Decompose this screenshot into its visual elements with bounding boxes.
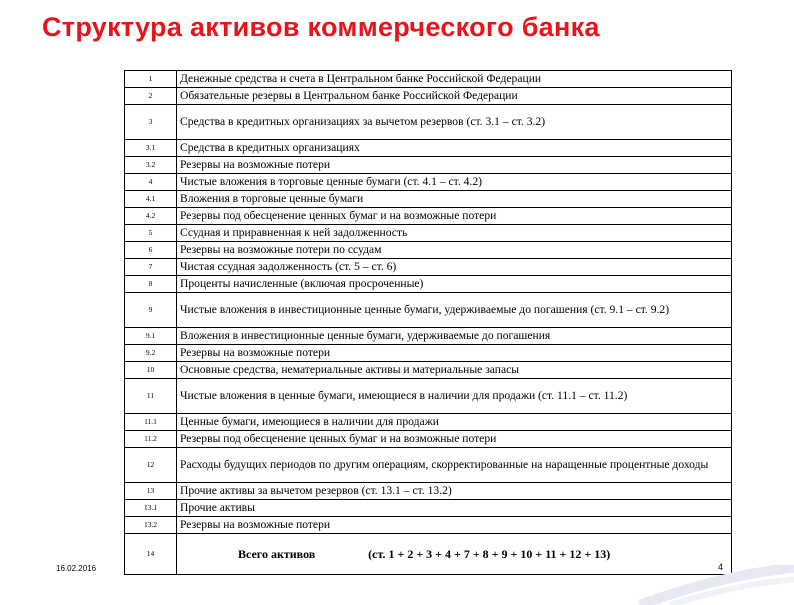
row-description: Чистая ссудная задолженность (ст. 5 – ст. 6) bbox=[177, 259, 732, 276]
row-description: Прочие активы за вычетом резервов (ст. 13.1 – ст. 13.2) bbox=[177, 483, 732, 500]
table-row bbox=[125, 379, 732, 414]
row-description: Резервы на возможные потери по ссудам bbox=[177, 242, 732, 259]
table-row bbox=[125, 174, 732, 191]
table-row bbox=[125, 328, 732, 345]
row-description: Обязательные резервы в Центральном банке Российской Федерации bbox=[177, 88, 732, 105]
table-row bbox=[125, 483, 732, 500]
row-description: Резервы под обесценение ценных бумаг и на возможные потери bbox=[177, 431, 732, 448]
row-description: Средства в кредитных организациях за вычетом резервов (ст. 3.1 – ст. 3.2) bbox=[177, 105, 732, 140]
table-row bbox=[125, 225, 732, 242]
table-row bbox=[125, 208, 732, 225]
row-number: 11 bbox=[125, 379, 177, 414]
row-description: Расходы будущих периодов по другим операциям, скорректированные на наращенные процентные доходы bbox=[177, 448, 732, 483]
total-formula: (ст. 1 + 2 + 3 + 4 + 7 + 8 + 9 + 10 + 11 + 12 + 13) bbox=[368, 546, 611, 561]
decorative-arc bbox=[600, 565, 794, 605]
table-row bbox=[125, 448, 732, 483]
row-number: 4 bbox=[125, 174, 177, 191]
table-row bbox=[125, 345, 732, 362]
row-number: 12 bbox=[125, 448, 177, 483]
row-number: 4.1 bbox=[125, 191, 177, 208]
page-title: Структура активов коммерческого банка bbox=[42, 12, 600, 42]
table-row bbox=[125, 71, 732, 88]
table-row bbox=[125, 88, 732, 105]
row-description: Резервы под обесценение ценных бумаг и на возможные потери bbox=[177, 208, 732, 225]
row-description: Средства в кредитных организациях bbox=[177, 140, 732, 157]
row-number: 11.1 bbox=[125, 414, 177, 431]
row-description: Денежные средства и счета в Центральном банке Российской Федерации bbox=[177, 71, 732, 88]
row-number: 11.2 bbox=[125, 431, 177, 448]
row-description: Основные средства, нематериальные активы и материальные запасы bbox=[177, 362, 732, 379]
table-row bbox=[125, 293, 732, 328]
row-number: 3.1 bbox=[125, 140, 177, 157]
table-row bbox=[125, 105, 732, 140]
row-number: 2 bbox=[125, 88, 177, 105]
row-number: 1 bbox=[125, 71, 177, 88]
table-row bbox=[125, 276, 732, 293]
table-row bbox=[125, 191, 732, 208]
row-number: 7 bbox=[125, 259, 177, 276]
total-row-number: 14 bbox=[125, 534, 177, 575]
row-number: 13.1 bbox=[125, 500, 177, 517]
table-row bbox=[125, 242, 732, 259]
row-number: 13.2 bbox=[125, 517, 177, 534]
row-description: Резервы на возможные потери bbox=[177, 345, 732, 362]
row-description: Ценные бумаги, имеющиеся в наличии для продажи bbox=[177, 414, 732, 431]
assets-table bbox=[124, 70, 732, 575]
table-row bbox=[125, 517, 732, 534]
row-number: 13 bbox=[125, 483, 177, 500]
row-description: Проценты начисленные (включая просроченные) bbox=[177, 276, 732, 293]
row-number: 8 bbox=[125, 276, 177, 293]
table-row bbox=[125, 414, 732, 431]
row-description: Чистые вложения в ценные бумаги, имеющиеся в наличии для продажи (ст. 11.1 – ст. 11.2) bbox=[177, 379, 732, 414]
footer-date: 16.02.2016 bbox=[56, 564, 97, 573]
row-number: 10 bbox=[125, 362, 177, 379]
table-row bbox=[125, 140, 732, 157]
row-number: 3 bbox=[125, 105, 177, 140]
table-row bbox=[125, 259, 732, 276]
row-description: Резервы на возможные потери bbox=[177, 517, 732, 534]
row-description: Вложения в торговые ценные бумаги bbox=[177, 191, 732, 208]
row-description: Чистые вложения в инвестиционные ценные бумаги, удерживаемые до погашения (ст. 9.1 – ст. 9.2) bbox=[177, 293, 732, 328]
table-row bbox=[125, 362, 732, 379]
row-number: 9.1 bbox=[125, 328, 177, 345]
table-row bbox=[125, 431, 732, 448]
row-number: 6 bbox=[125, 242, 177, 259]
row-description: Прочие активы bbox=[177, 500, 732, 517]
row-description: Вложения в инвестиционные ценные бумаги, удерживаемые до погашения bbox=[177, 328, 732, 345]
table-row bbox=[125, 157, 732, 174]
row-number: 9.2 bbox=[125, 345, 177, 362]
table-row bbox=[125, 500, 732, 517]
row-number: 4.2 bbox=[125, 208, 177, 225]
row-description: Ссудная и приравненная к ней задолженность bbox=[177, 225, 732, 242]
page-number: 4 bbox=[718, 562, 724, 572]
row-number: 9 bbox=[125, 293, 177, 328]
row-description: Резервы на возможные потери bbox=[177, 157, 732, 174]
row-number: 5 bbox=[125, 225, 177, 242]
row-number: 3.2 bbox=[125, 157, 177, 174]
row-description: Чистые вложения в торговые ценные бумаги (ст. 4.1 – ст. 4.2) bbox=[177, 174, 732, 191]
total-label: Всего активов bbox=[238, 546, 316, 561]
